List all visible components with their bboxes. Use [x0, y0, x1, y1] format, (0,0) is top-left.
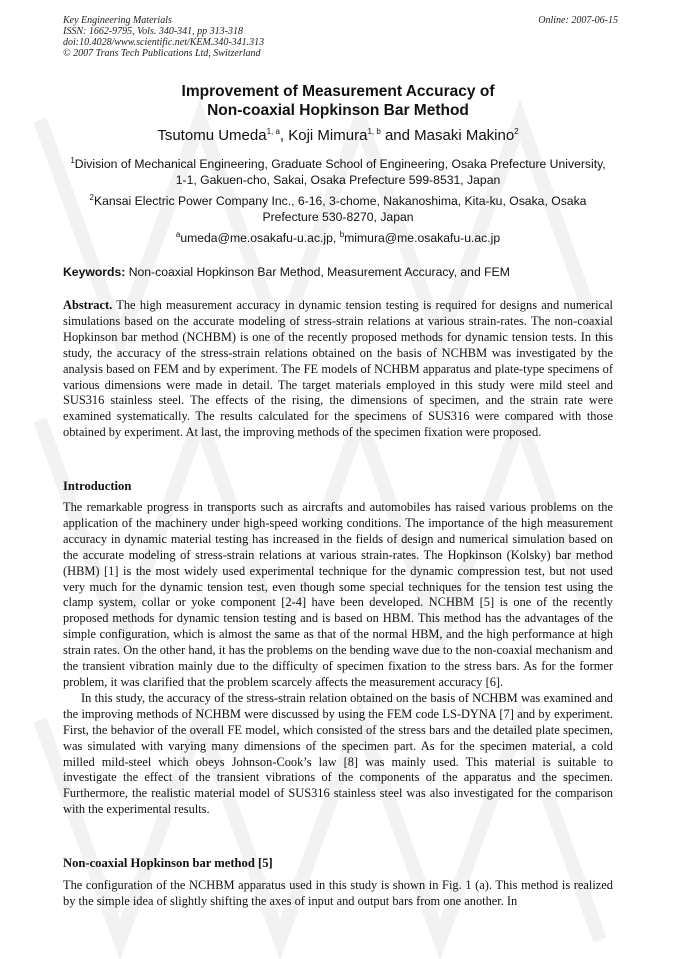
author-3: Masaki Makino — [414, 127, 515, 144]
online-date: Online: 2007-06-15 — [538, 15, 618, 26]
email-b-marker: b — [339, 229, 345, 239]
affiliation-2-marker: 2 — [89, 192, 94, 202]
issn-line: ISSN: 1662-9795, Vols. 340-341, pp 313-318 — [63, 26, 243, 37]
doi-line: doi:10.4028/www.scientific.net/KEM.340-341.313 — [63, 37, 265, 48]
affiliation-2 — [63, 193, 613, 225]
author-separator: and — [380, 127, 415, 144]
intro-paragraph-1: The remarkable progress in transports such as aircrafts and automobiles has raised various problems on the application of the machinery under high-speed working conditions. The importance of the high measurement accuracy in dynamic material testing has increased in the fields of design and numerical simulation based on the accurate modeling of stress-strain relations at various strain-rates. The Hopkinson (Kolsky) bar method (HBM) [1] is the most widely used experimental technique for the dynamic compression test, but not used very much for the dynamic tension test, even though some special techniques for the tension test using the clamp system, collar or yoke component [2-4] have been developed. NCHBM [5] is one of the recently proposed methods for dynamic tension testing and is based on HBM. This method has the advantages of the simple configuration, which is almost the same as that of the normal HBM, and the high performance at high strain rates. On the other hand, it has the problems on the bending wave due to the non-coaxial mechanism and the transient vibration mainly due to the difficulty of specimen fixation to the stress bars. As for the former problem, it was clarified that the problem scarcely affects the measurement accuracy [6]. — [63, 500, 613, 689]
author-1-affil: 1, a — [266, 127, 280, 136]
abstract-text: The high measurement accuracy in dynamic tension testing is required for designs and numerical simulations based on the accurate modeling of stress-strain relations at various strain-rates. The non-coaxial Hopkinson bar method (NCHBM) is one of the recently proposed methods for dynamic tension tests. In this study, the accuracy of the stress-strain relations obtained on the basis of NCHBM was investigated by the analysis based on FEM and by experiment. The FE models of NCHBM apparatus and plate-type specimens of various dimensions were made in detail. The target materials employed in this study were mild steel and SUS316 stainless steel. The effects of the rising, the dimensions of specimen, and the strain rate were examined systematically. The results calculated for the specimens of SUS316 were compared with those obtained by experiment. At last, the improving methods of the specimen fixation were proposed. — [63, 298, 613, 440]
affiliation-1 — [63, 156, 613, 188]
email-a: umeda@me.osakafu-u.ac.jp — [180, 231, 333, 245]
email-separator: , — [332, 231, 340, 245]
author-2: Koji Mimura — [288, 127, 368, 144]
section-heading-nchbm: Non-coaxial Hopkinson bar method [5] — [63, 856, 273, 870]
email-b: mimura@me.osakafu-u.ac.jp — [344, 231, 501, 245]
affiliation-1-marker: 1 — [70, 155, 75, 165]
keywords-label: Keywords: — [63, 265, 126, 279]
section-heading-introduction: Introduction — [63, 479, 132, 493]
abstract — [63, 298, 613, 441]
keywords-text: Non-coaxial Hopkinson Bar Method, Measurement Accuracy, and FEM — [125, 265, 510, 279]
author-3-affil: 2 — [514, 127, 519, 136]
paper-title — [63, 82, 613, 120]
author-2-affil: 1, b — [367, 127, 381, 136]
affiliation-2-line-2: Prefecture 530-8270, Japan — [262, 210, 414, 224]
journal-metadata — [63, 15, 618, 59]
affiliation-2-line-1: Kansai Electric Power Company Inc., 6-16, 3-chome, Nakanoshima, Kita-ku, Osaka, Osaka — [94, 194, 587, 208]
author-1: Tsutomu Umeda — [157, 127, 267, 144]
title-line-1: Improvement of Measurement Accuracy of — [181, 83, 495, 100]
abstract-label: Abstract. — [63, 298, 113, 312]
email-line — [63, 230, 613, 246]
title-line-2: Non-coaxial Hopkinson Bar Method — [207, 102, 469, 119]
author-list — [63, 127, 613, 145]
keywords — [63, 264, 618, 280]
affiliation-1-line-1: Division of Mechanical Engineering, Graduate School of Engineering, Osaka Prefecture University, — [74, 157, 606, 171]
journal-name: Key Engineering Materials — [63, 15, 172, 26]
email-a-marker: a — [175, 229, 181, 239]
author-separator: , — [279, 127, 289, 144]
section-2-body — [63, 878, 613, 910]
copyright-line: © 2007 Trans Tech Publications Ltd, Switzerland — [63, 48, 261, 59]
intro-paragraph-2: In this study, the accuracy of the stress-strain relation obtained on the basis of NCHBM was examined and the improving methods of NCHBM were discussed by using the FEM code LS-DYNA [7] and by experiment. First, the behavior of the overall FE model, which consisted of the stress bars and the detailed plate specimen, was simulated with varying many dimensions of the specimen part. As for the specimen material, a cold milled mild-steel which obeys Johnson-Cook’s law [8] was mainly used. This material is suitable to investigate the effect of the transient vibrations of the components of the apparatus and the specimen. Furthermore, the realistic material model of SUS316 stainless steel was also investigated for the comparison with the experimental results. — [63, 690, 613, 817]
affiliation-1-line-2: 1-1, Gakuen-cho, Sakai, Osaka Prefecture 599-8531, Japan — [175, 173, 501, 187]
introduction-body — [63, 500, 613, 818]
section-2-paragraph-1: The configuration of the NCHBM apparatus used in this study is shown in Fig. 1 (a). This method is realized by the simple idea of slightly shifting the axes of input and output bars from one another. In — [63, 878, 613, 908]
